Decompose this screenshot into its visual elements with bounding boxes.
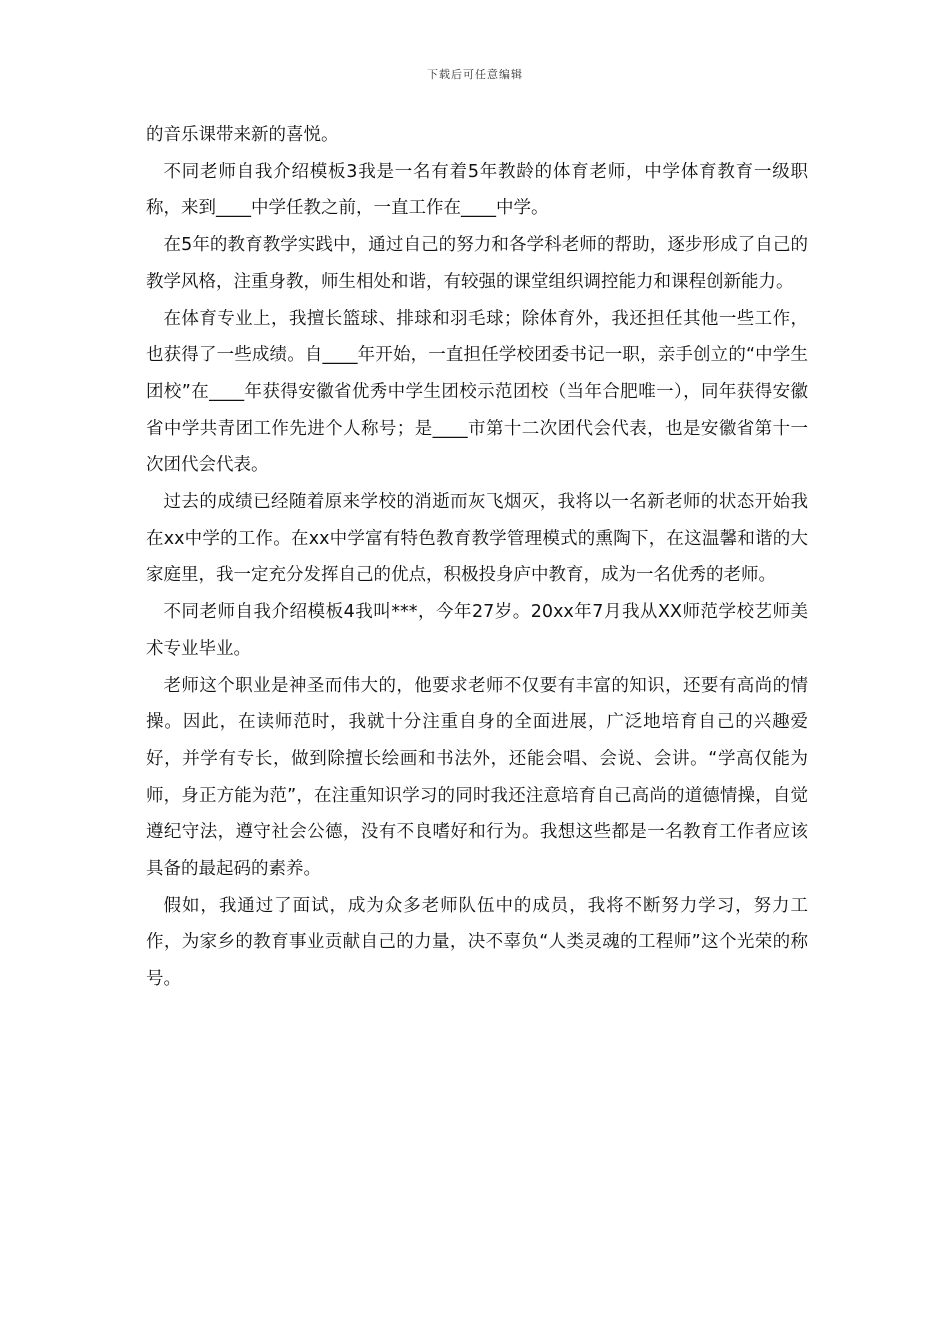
paragraph-sports-specialty: 在体育专业上，我擅长篮球、排球和羽毛球；除体育外，我还担任其他一些工作，也获得了一些成绩。自____年开始，一直担任学校团委书记一职，亲手创立的“中学生团校”在____年获得安徽省优秀中学生团校示范团校（当年合肥唯一），同年获得安徽省中学共青团工作先进个人称号；是____市第十二次团代会代表，也是安徽省第十一次团代会代表。 [146, 308, 808, 476]
paragraph-past-achievements: 过去的成绩已经随着原来学校的消逝而灰飞烟灭，我将以一名新老师的状态开始我在xx中学的工作。在xx中学富有特色教育教学管理模式的熏陶下，在这温馨和谐的大家庭里，我一定充分发挥自己的优点，积极投身庐中教育，成为一名优秀的老师。 [146, 492, 808, 586]
page-header-note: 下载后可任意编辑 [427, 68, 523, 81]
paragraph-template-4-intro: 不同老师自我介绍模板4我叫***，今年27岁。20xx年7月我从XX师范学校艺师美术专业毕业。 [146, 602, 808, 659]
paragraph-teaching-practice: 在5年的教育教学实践中，通过自己的努力和各学科老师的帮助，逐步形成了自己的教学风格，注重身教，师生相处和谐，有较强的课堂组织调控能力和课程创新能力。 [146, 235, 808, 292]
document-body [146, 117, 808, 998]
paragraph-closing: 假如，我通过了面试，成为众多老师队伍中的成员，我将不断努力学习，努力工作，为家乡的教育事业贡献自己的力量，决不辜负“人类灵魂的工程师”这个光荣的称号。 [146, 895, 808, 990]
paragraph-continuation: 的音乐课带来新的喜悦。 [146, 125, 339, 145]
paragraph-teacher-profession: 老师这个职业是神圣而伟大的，他要求老师不仅要有丰富的知识，还要有高尚的情操。因此，在读师范时，我就十分注重自身的全面进展，广泛地培育自己的兴趣爱好，并学有专长，做到除擅长绘画和书法外，还能会唱、会说、会讲。“学高仅能为师，身正方能为范”，在注重知识学习的同时我还注意培育自己高尚的道德情操，自觉遵纪守法，遵守社会公德，没有不良嗜好和行为。我想这些都是一名教育工作者应该具备的最起码的素养。 [146, 675, 808, 880]
paragraph-template-3-intro: 不同老师自我介绍模板3我是一名有着5年教龄的体育老师，中学体育教育一级职称，来到____中学任教之前，一直工作在____中学。 [146, 161, 808, 219]
